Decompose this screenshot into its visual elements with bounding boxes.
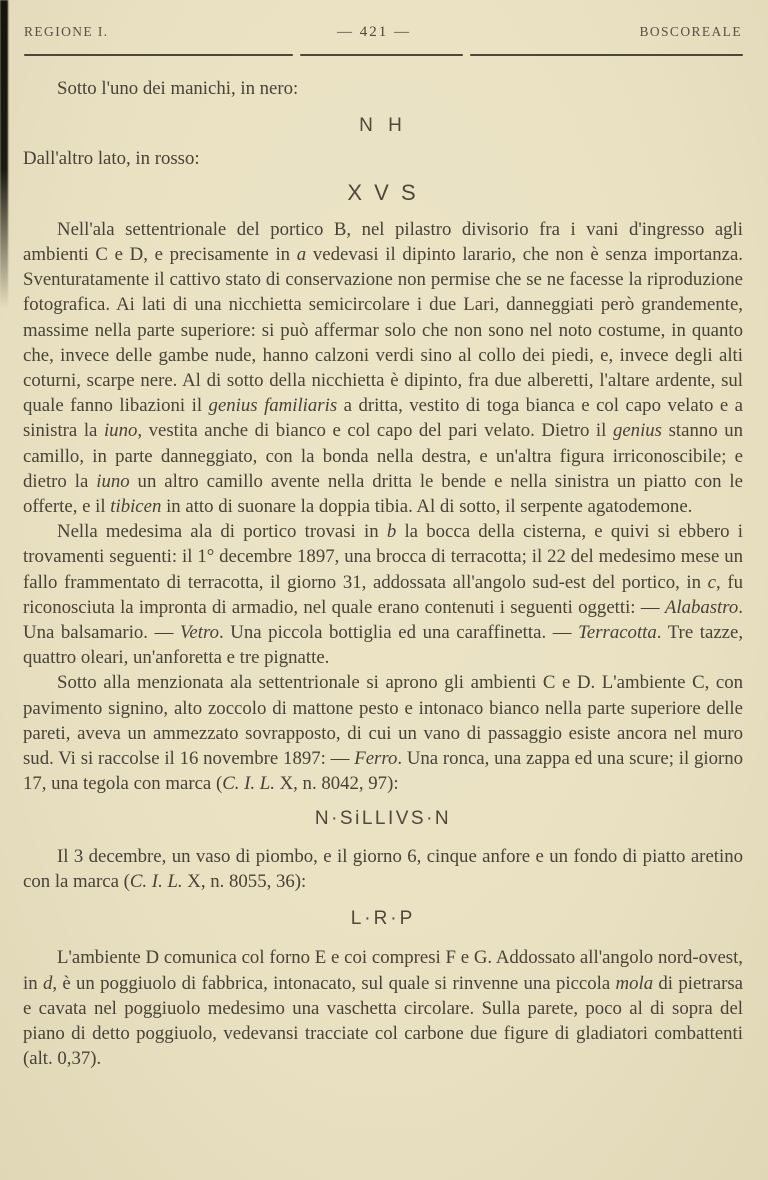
- page-header: [0, 0, 768, 41]
- italic-run: Alabastro: [664, 596, 739, 618]
- header-rule-segment: [300, 54, 463, 56]
- paragraph: [23, 146, 743, 171]
- italic-run: Vetro: [180, 622, 219, 644]
- text-run: . Tre tazze, quattro oleari, un'anforetta e tre pignatte.: [23, 622, 744, 669]
- paragraph: [23, 519, 743, 670]
- text-run: Nell'ala settentrionale del portico B, nel pilastro divisorio fra i vani d'ingresso agli ambienti C e D, e precisamente in: [23, 218, 743, 266]
- text-run: a dritta, vestito di toga bianca e col capo velato e a sinistra la: [23, 395, 743, 442]
- italic-run: tibicen: [110, 496, 162, 518]
- italic-run: Ferro: [354, 748, 398, 770]
- text-run: , vestita anche di bianco e col capo del pari velato. Dietro il: [137, 420, 613, 442]
- inscription-lrp: L·R·P: [350, 908, 416, 930]
- italic-run: d: [42, 972, 53, 994]
- text-run: L'ambiente D comunica col forno E e coi compresi F e G. Addossato all'angolo nord-ovest, in: [23, 947, 743, 994]
- italic-run: a: [296, 244, 307, 266]
- inscription-nh: N H: [359, 115, 407, 137]
- italic-run: C. I. L.: [222, 773, 275, 795]
- text-run: Dall'altro lato, in rosso:: [23, 148, 200, 170]
- italic-run: genius: [612, 420, 662, 442]
- text-run: Il 3 decembre, un vaso di piombo, e il giorno 6, cinque anfore e un fondo di piatto aretino con la marca (: [23, 845, 743, 892]
- paragraph: [23, 844, 743, 894]
- inscription-xvs: X V S: [347, 179, 419, 205]
- text-run: Sotto l'uno dei manichi, in nero:: [57, 78, 299, 99]
- text-run: , è un poggiuolo di fabbrica, intonacato, sul quale si rinvenne una piccola: [52, 972, 616, 994]
- italic-run: c: [707, 571, 717, 593]
- paragraph: [23, 217, 743, 519]
- text-run: la bocca della cisterna, e quivi si ebbero i trovamenti seguenti: il 1° decembre 1897, una brocca di terracotta; il 22 del medesimo mese un fallo frammentato di terracotta, il giorno 31, addossata all'angolo sud-est del portico, in: [23, 521, 744, 593]
- page-body: [23, 76, 743, 1071]
- italic-run: iuno: [96, 470, 130, 492]
- text-run: in atto di suonare la doppia tibia. Al di sotto, il serpente agatodemone.: [161, 496, 693, 518]
- text-run: . Una balsamario. —: [23, 596, 743, 644]
- paragraph: [23, 76, 743, 101]
- text-run: , fu riconosciuta la impronta di armadio, nel quale erano contenuti i seguenti oggetti: —: [23, 571, 743, 618]
- italic-run: C. I. L.: [129, 870, 183, 892]
- scan-edge-artifact: [0, 0, 8, 308]
- text-run: un altro camillo avente nella dritta le bende e nella sinistra un piatto con le offerte, e il: [23, 470, 743, 518]
- italic-run: mola: [615, 972, 654, 994]
- header-page-number: — 421 —: [336, 24, 411, 40]
- header-rule: [24, 54, 743, 56]
- italic-run: genius familiaris: [208, 395, 338, 417]
- text-run: X, n. 8055, 36):: [182, 870, 307, 892]
- italic-run: iuno: [103, 420, 138, 442]
- text-run: . Una ronca, una zappa ed una scure; il giorno 17, una tegola con marca (: [23, 748, 743, 795]
- paragraph: [23, 945, 743, 1071]
- text-run: di pietrarsa e cavata nel poggiuolo medesimo una vaschetta circolare. Sulla parete, poco al di sopra del piano di detto poggiuolo, vedevansi tracciate col carbone due figure di gladiatori combattenti (alt. 0,37).: [23, 972, 743, 1070]
- header-rule-segment: [470, 54, 743, 56]
- paragraph: [23, 670, 743, 796]
- text-run: vedevasi il dipinto larario, che non è senza importanza. Sventuratamente il cattivo stato di conservazione non permise che se ne facesse la riproduzione fotografica. Ai lati di una nicchietta semicircolare i due Lari, danneggiati però grandemente, massime nella parte superiore: si può affermar solo che non sono nel noto costume, in quanto che, invece delle gambe nude, hanno calzoni verdi sino al collo dei piedi, e, invece degli alti coturni, scarpe nere. Al di sotto della nicchietta è dipinto, fra due alberetti, l'altare ardente, sul quale fanno libazioni il: [23, 244, 744, 417]
- text-run: Sotto alla menzionata ala settentrionale si aprono gli ambienti C e D. L'ambiente C, con pavimento signino, alto zoccolo di mattone pesto e intonaco bianco nella parte superiore delle pareti, aveva un ammezzato sovrapposto, di cui un vano di passaggio esiste ancora nel muro sud. Vi si raccolse il 16 novembre 1897: —: [23, 672, 743, 770]
- inscription-sillius: N·SiLLIVS·N: [314, 808, 452, 830]
- text-run: X, n. 8042, 97):: [274, 773, 399, 795]
- text-run: . Una piccola bottiglia ed una caraffinetta. —: [218, 622, 579, 644]
- text-run: Nella medesima ala di portico trovasi in: [57, 521, 387, 543]
- text-run: stanno un camillo, in parte danneggiato, con la bonda nella destra, e un'altra figura irriconoscibile; e dietro la: [23, 420, 743, 492]
- header-region-label: REGIONE I.: [24, 24, 109, 39]
- header-rule-segment: [24, 54, 293, 56]
- italic-run: Terracotta: [578, 622, 657, 644]
- header-place-label: BOSCOREALE: [639, 24, 742, 39]
- italic-run: b: [386, 521, 397, 543]
